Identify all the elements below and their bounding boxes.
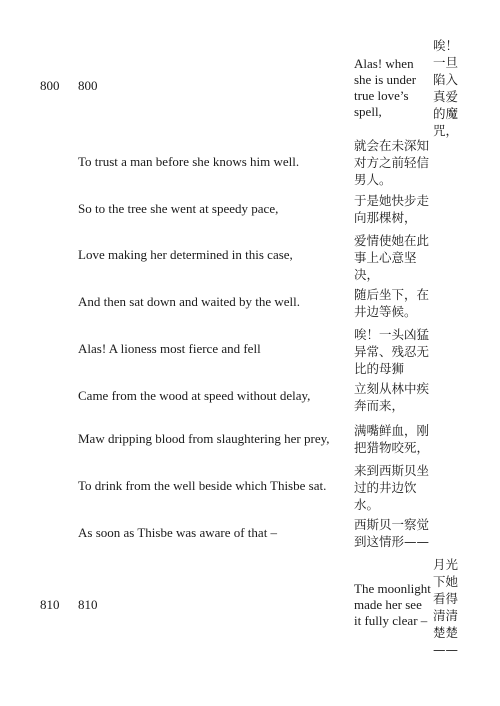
verse-chinese: 立刻从林中疾奔而来， [354, 381, 430, 413]
verse-english: Maw dripping blood from slaughtering her prey, [78, 431, 330, 446]
line-number-right: 800 [78, 78, 98, 93]
verse-english: And then sat down and waited by the well. [78, 294, 301, 309]
verse-chinese: 爱情使她在此事上心意坚决， [354, 233, 430, 282]
verse-chinese: 于是她快步走向那棵树， [354, 193, 430, 225]
verse-chinese: 满嘴鲜血，刚把猎物咬死， [354, 423, 430, 455]
verse-chinese: 西斯贝一察觉到这情形—— [354, 517, 430, 549]
verse-english: Love making her determined in this case, [78, 247, 293, 262]
verse-english: To trust a man before she knows him well. [78, 154, 300, 169]
verse-english: Alas! A lioness most fierce and fell [78, 341, 261, 356]
verse-english: Alas! when she is under true love’s spell, [354, 56, 417, 119]
verse-english: As soon as Thisbe was aware of that – [78, 525, 278, 540]
line-number-right: 810 [78, 597, 98, 612]
verse-chinese: 来到西斯贝坐过的井边饮水。 [354, 463, 430, 512]
verse-english: Came from the wood at speed without delay, [78, 388, 311, 403]
verse-english: To drink from the well beside which Thisbe sat. [78, 478, 327, 493]
verse-english: The moonlight made her see it fully clear – [354, 581, 431, 628]
line-number-left: 810 [40, 597, 60, 612]
verse-chinese: 唉！一头凶猛异常、残忍无比的母狮 [354, 327, 430, 376]
verse-english: So to the tree she went at speedy pace, [78, 201, 279, 216]
verse-chinese: 随后坐下，在井边等候。 [354, 287, 430, 319]
line-number-left: 800 [40, 78, 60, 93]
verse-chinese: 就会在未深知对方之前轻信男人。 [354, 138, 430, 187]
verse-chinese: 唉！一旦陷入真爱的魔咒， [433, 38, 459, 138]
verse-chinese: 月光下她看得清清楚楚—— [433, 557, 459, 657]
